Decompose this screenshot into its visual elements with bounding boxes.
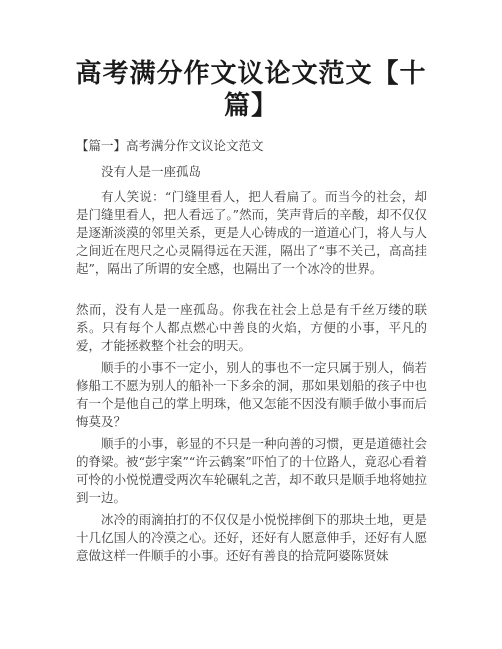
document-title: 高考满分作文议论文范文【十篇】	[75, 59, 427, 121]
section-heading: 【篇一】高考满分作文议论文范文	[76, 138, 264, 153]
paragraph-4: 顺手的小事，彰显的不只是一种向善的习惯，更是道德社会的脊梁。被“彭宇案”“许云鹤案”吓怕了的十位路人，竟忍心看着可怜的小悦悦遭受两次车轮碾轧之苦，却不敢只是顺手地将她拉到一边。	[76, 436, 427, 505]
paragraph-1: 有人笑说：“门缝里看人，把人看扁了。而当今的社会，却是门缝里看人，把人看远了。”然而，笑声背后的辛酸，却不仅仅是逐渐淡漠的邻里关系，更是人心铸成的一道道心门，将人与人之间近在咫尺之心灵隔得远在天涯，隔出了“事不关己，高高挂起”，隔出了所谓的安全感，也隔出了一个冰冷的世界。	[76, 189, 427, 276]
paragraph-2: 然而，没有人是一座孤岛。你我在社会上总是有千丝万缕的联系。只有每个人都点燃心中善良的火焰，方便的小事，平凡的爱，才能拯救整个社会的明天。	[76, 302, 427, 353]
paragraph-3: 顺手的小事不一定小，别人的事也不一定只属于别人，倘若修船工不愿为别人的船补一下多余的洞，那如果划船的孩子中也有一个是他自己的掌上明珠，他又怎能不因没有顺手做小事而后悔莫及？	[76, 360, 427, 429]
essay-title: 没有人是一座孤岛	[101, 164, 202, 179]
paragraph-5: 冰冷的雨滴拍打的不仅仅是小悦悦摔倒下的那块土地，更是十几亿国人的冷漠之心。还好，还好有人愿意伸手，还好有人愿意做这样一件顺手的小事。还好有善良的拾荒阿婆陈贤妹	[76, 512, 427, 563]
